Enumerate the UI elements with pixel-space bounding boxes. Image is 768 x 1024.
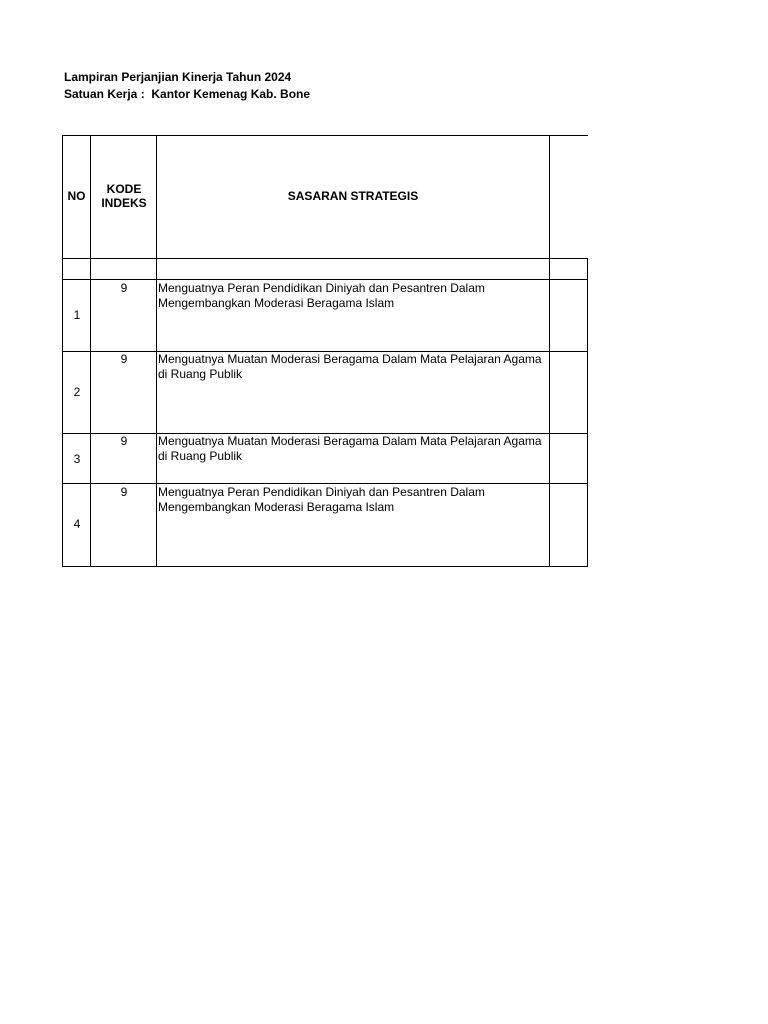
row-sasaran: Menguatnya Peran Pendidikan Diniyah dan Pesantren Dalam Mengembangkan Moderasi Beragama Islam	[158, 485, 485, 514]
row-kode-indeks: 9	[120, 485, 128, 499]
column-divider	[549, 135, 550, 567]
row-kode-indeks: 9	[120, 434, 128, 448]
row-number: 2	[73, 385, 81, 399]
row-number: 3	[73, 452, 81, 466]
satuan-kerja-line: Satuan Kerja : Kantor Kemenag Kab. Bone	[64, 87, 311, 101]
row-divider	[62, 279, 588, 280]
row-kode-indeks: 9	[120, 281, 128, 295]
table-border-bottom	[62, 566, 588, 567]
row-sasaran: Menguatnya Muatan Moderasi Beragama Dalam Mata Pelajaran Agama di Ruang Publik	[158, 352, 542, 381]
row-number: 4	[73, 517, 81, 531]
header-bottom-line	[62, 258, 588, 259]
column-header-kode: KODE	[106, 182, 142, 196]
column-divider	[587, 258, 588, 567]
table-border-top	[62, 135, 588, 136]
column-header-kode-indeks	[91, 182, 157, 210]
row-sasaran: Menguatnya Muatan Moderasi Beragama Dalam Mata Pelajaran Agama di Ruang Publik	[158, 434, 542, 463]
row-divider	[62, 483, 588, 484]
row-kode-indeks: 9	[120, 352, 128, 366]
row-sasaran: Menguatnya Peran Pendidikan Diniyah dan Pesantren Dalam Mengembangkan Moderasi Beragama Islam	[158, 281, 485, 310]
column-header-indeks: INDEKS	[101, 196, 147, 210]
column-header-sasaran-strategis: SASARAN STRATEGIS	[287, 189, 419, 203]
column-header-no: NO	[67, 189, 86, 203]
row-number: 1	[73, 308, 81, 322]
document-title: Lampiran Perjanjian Kinerja Tahun 2024	[64, 70, 292, 84]
